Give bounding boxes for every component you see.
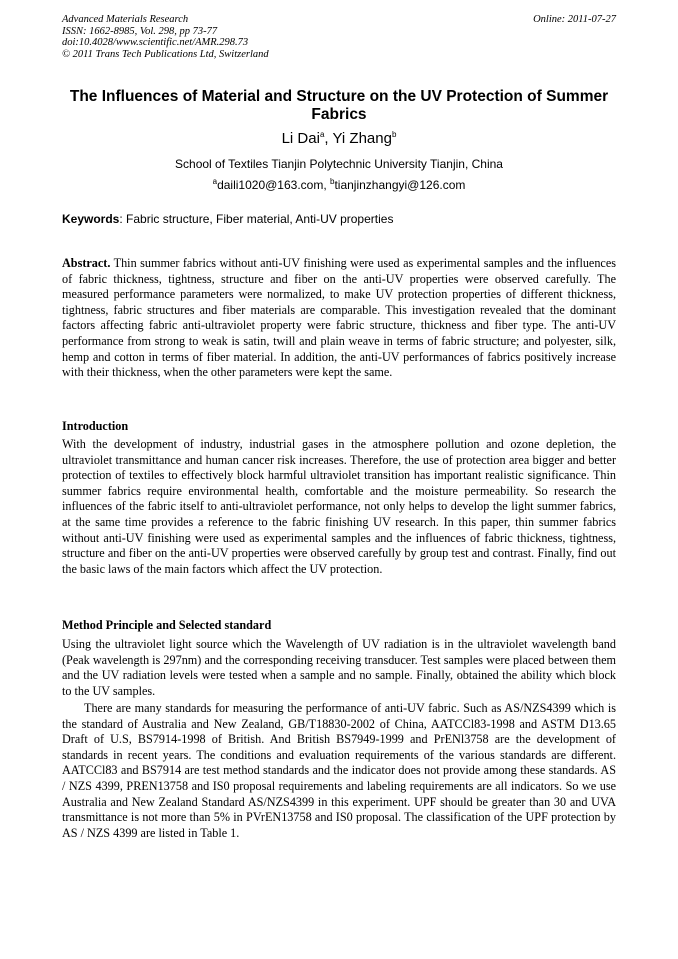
method-paragraph: Using the ultraviolet light source which the Wavelength of UV radiation is in the ultraviolet wavelength band (Peak wavelength is 297nm) and the corresponding receiving transducer. Test samples were placed between them and the UV radiation levels were tested when a sample and no sample. Finally, obtained the ability which block to the UV samples. — [62, 637, 616, 698]
email-separator: , — [323, 178, 330, 192]
section-heading-method: Method Principle and Selected standard — [62, 618, 272, 632]
affiliation: School of Textiles Tianjin Polytechnic University Tianjin, China — [175, 157, 503, 171]
journal-name: Advanced Materials Research — [62, 14, 189, 25]
abstract — [62, 256, 616, 381]
email-address[interactable]: tianjinzhangyi@126.com — [334, 178, 466, 192]
email-mark: a — [212, 177, 218, 186]
journal-doi: doi:10.4028/www.scientific.net/AMR.298.73 — [62, 37, 249, 48]
section-heading-introduction: Introduction — [62, 419, 129, 433]
method-paragraph: There are many standards for measuring the performance of anti-UV fabric. Such as AS/NZS4399 which is the standard of Australia and New Zealand, GB/T18830-2002 of China, AATCCl83-1998 and ASTM D13.65 Draft of U.S, BS7914-1998 of British. And British BS7949-1999 and PrENl3758 are the development of standards in recent years. The conditions and evaluation requirements of the various standards are different. AATCCl83 and BS7914 are test method standards and the indicator does not provide among these standards. AS / NZS 4399, PREN13758 and IS0 proposal requirements and labeling requirements are all indicators. So we use Australia and New Zealand Standard AS/NZS4399 in this experiment. UPF should be greater than 30 and UVA transmittance is not more than 5% in PVrEN13758 and IS0 proposal. The classification of the UPF protection by AS / NZS 4399 are listed in Table 1. — [62, 701, 616, 840]
author-separator: , — [324, 130, 333, 147]
journal-copyright: © 2011 Trans Tech Publications Ltd, Switzerland — [62, 48, 269, 60]
paper-title: The Influences of Material and Structure on the UV Protection of Summer Fabrics — [69, 88, 609, 123]
email-address[interactable]: daili1020@163.com — [217, 178, 324, 192]
keywords — [62, 211, 616, 227]
online-date: Online: 2011-07-27 — [533, 14, 616, 25]
email-line — [62, 177, 616, 193]
author-affil-mark: b — [391, 130, 397, 139]
author-name: Li Dai — [281, 130, 320, 147]
journal-header — [62, 14, 616, 60]
author-name: Yi Zhang — [332, 130, 392, 147]
journal-issn: ISSN: 1662-8985, Vol. 298, pp 73-77 — [62, 25, 218, 37]
keywords-text: : Fabric structure, Fiber material, Anti-UV properties — [119, 212, 394, 226]
abstract-label: Abstract. — [62, 256, 111, 270]
email-mark: b — [330, 177, 335, 186]
introduction-paragraph: With the development of industry, industrial gases in the atmosphere pollution and ozone depletion, the ultraviolet transmittance and human cancer risk increases. Therefore, the use of protection area bigger and better protection of textiles to effectively block harmful ultraviolet transition has important realistic significance. Thin summer fabrics require environmental health, comfortable and the moisture permeability. So research the influences of the fabric itself to anti-ultraviolet performance, not only helps to develop the light summer fabrics, at the same time provides a reference to the fabric finishing UV research. In this paper, thin summer fabrics without anti-UV finishing were used as experimental samples and the influences of fabric thickness, tightness, structure and fiber on the anti-UV properties were observed carefully by group test and contrast. Finally, find out the basic laws of the main factors which affect the UV protection. — [62, 437, 616, 576]
author-affil-mark: a — [319, 130, 325, 139]
abstract-text: Thin summer fabrics without anti-UV finishing were used as experimental samples and the influences of fabric thickness, tightness, structure and fiber on the anti-UV properties were observed carefully. The measured performance parameters were normalized, to make UV protection properties of different thickness, tightness, fabric structures and fiber materials are comparable. This investigation revealed that the dominant factors affecting fabric anti-ultraviolet property were fabric structure, thickness and fiber type. The anti-UV performance from strong to weak is satin, twill and plain weave in terms of fabric structure; and polyester, silk, hemp and cotton in terms of fiber material. In addition, the anti-UV performances of fabrics positively increase with their thickness, when the other parameters were kept the same. — [62, 256, 616, 380]
author-line — [62, 129, 616, 149]
keywords-label: Keywords — [62, 212, 120, 226]
